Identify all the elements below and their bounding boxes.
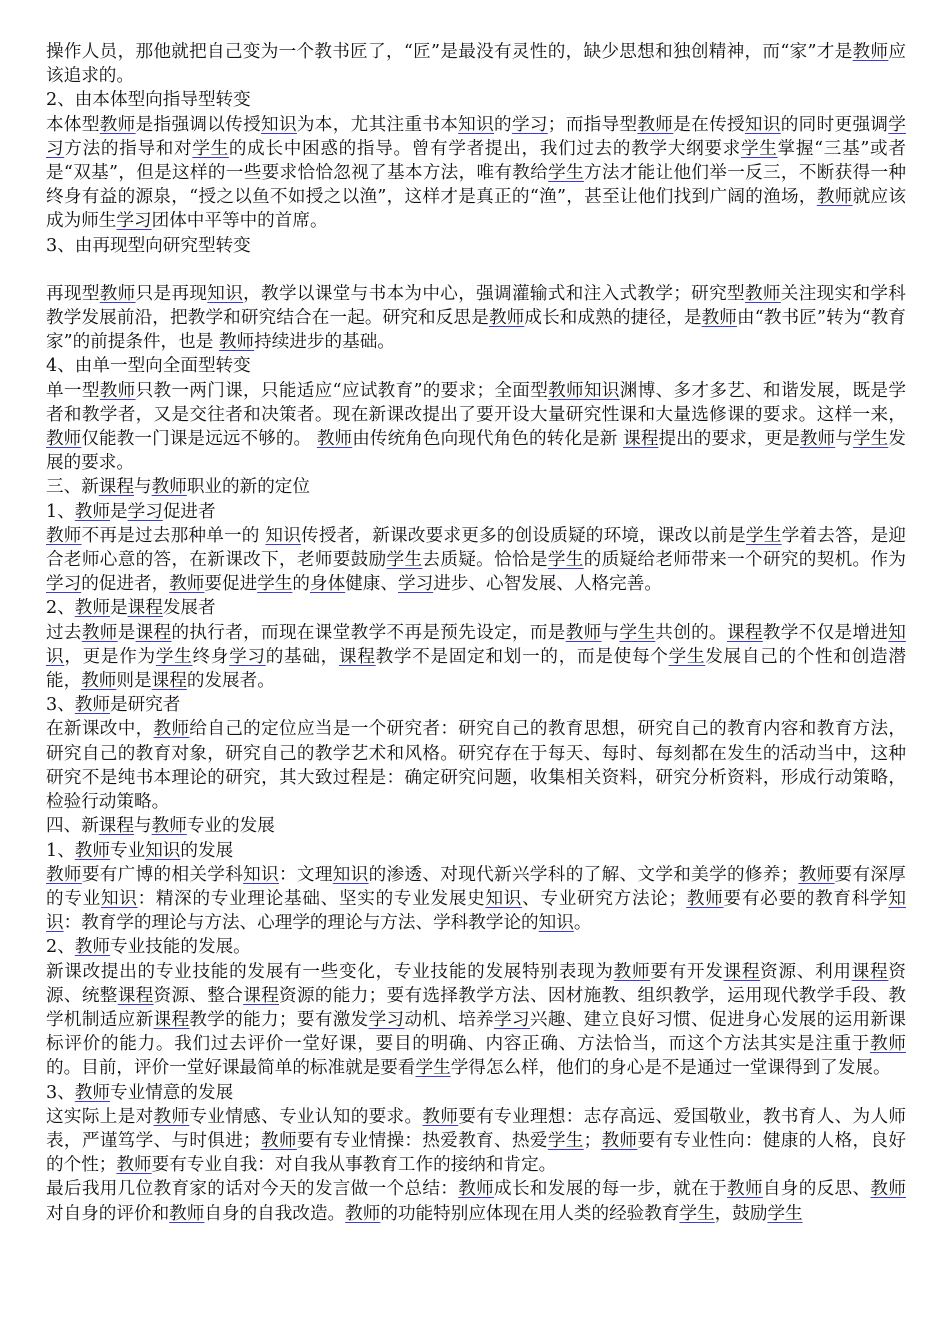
text-run: 单一型 bbox=[46, 380, 100, 401]
text-run: 的发展者。 bbox=[186, 671, 275, 692]
text-run: 给自己的定位应当是一个研究者：研究自己的教育思想，研究自己的教育内容和教育方法，研究自己的教育对象，研究自己的教学艺术和风格。研究存在于每天、每时、每刻都在发生的活动当中，这种研究不是纯书本理论的研究，其大致过程是：确定研究问题，收集相关资料，研究分析资料，形成行动策略，检验行动策略。 bbox=[46, 719, 906, 813]
keyword-link[interactable]: 教师 bbox=[116, 1155, 152, 1176]
keyword-link[interactable]: 教师 bbox=[548, 380, 584, 401]
keyword-link[interactable]: 教师 bbox=[613, 961, 651, 982]
text-run: 发展自己的个性和创造潜能， bbox=[46, 646, 906, 692]
paragraph bbox=[46, 88, 906, 112]
keyword-link[interactable]: 教师 bbox=[169, 574, 205, 595]
paragraph bbox=[46, 621, 906, 694]
text-run: 与 bbox=[835, 429, 853, 450]
text-run: 发展者 bbox=[162, 598, 216, 619]
text-run: 进步、心智发展、人格完善。 bbox=[433, 574, 662, 595]
text-run: 提出的要求，更是 bbox=[658, 429, 800, 450]
text-run: ，鼓励 bbox=[714, 1203, 768, 1224]
keyword-link[interactable]: 教师 bbox=[153, 1106, 190, 1127]
keyword-link[interactable]: 课程 bbox=[153, 1009, 190, 1030]
keyword-link[interactable]: 教师 bbox=[46, 525, 82, 546]
keyword-link[interactable]: 教师 bbox=[701, 308, 737, 329]
text-run: 传授者，新课改要求更多的创设质疑的环境，课改以前是 bbox=[301, 525, 746, 546]
text-run: 团体中平等中的首席。 bbox=[151, 211, 328, 232]
text-run: 是研究者 bbox=[110, 695, 181, 716]
keyword-link[interactable]: 学生 bbox=[745, 525, 782, 546]
paragraph bbox=[46, 935, 906, 959]
text-run: 共创的。 bbox=[655, 622, 727, 643]
keyword-link[interactable]: 学习 bbox=[398, 574, 434, 595]
paragraph bbox=[46, 500, 906, 524]
text-run: 与 bbox=[134, 816, 152, 837]
text-run: 学得怎么样，他们的身心是不是通过一堂课得到了发展。 bbox=[450, 1058, 891, 1079]
text-run: 这实际上是对 bbox=[46, 1106, 154, 1127]
paragraph bbox=[46, 113, 906, 234]
keyword-link[interactable]: 教师 bbox=[816, 187, 853, 208]
text-run: 职业的新的定位 bbox=[186, 477, 310, 498]
keyword-link[interactable]: 学生 bbox=[415, 1058, 451, 1079]
keyword-link[interactable]: 教师 bbox=[870, 1034, 906, 1055]
text-run: 要有专业自我：对自我从事教育工作的接纳和肯定。 bbox=[151, 1155, 557, 1176]
text-run: ：文理 bbox=[278, 864, 333, 885]
keyword-link[interactable]: 教师 bbox=[852, 42, 889, 62]
text-run: 的发展 bbox=[180, 840, 234, 861]
text-run: 、专业研究方法论； bbox=[522, 888, 687, 909]
keyword-link[interactable]: 知识 bbox=[458, 114, 495, 135]
text-run: 要有广博的相关学科 bbox=[81, 864, 244, 885]
text-run: 1、 bbox=[46, 501, 75, 522]
paragraph bbox=[46, 717, 906, 814]
keyword-link[interactable]: 知识 bbox=[485, 888, 523, 909]
text-run: 的成长中困惑的指导。曾有学者提出，我们过去的教学大纲要求 bbox=[228, 138, 741, 159]
text-run: 专业 bbox=[110, 840, 146, 861]
keyword-link[interactable]: 教师 bbox=[46, 864, 82, 885]
keyword-link[interactable]: 教师 bbox=[74, 501, 110, 522]
text-run: 方法的指导和对 bbox=[64, 138, 193, 159]
keyword-link[interactable]: 教师 bbox=[260, 1130, 297, 1151]
text-run: 2、 bbox=[46, 937, 75, 958]
keyword-link[interactable]: 教师 bbox=[488, 308, 525, 329]
keyword-link[interactable]: 知识 bbox=[207, 283, 244, 304]
paragraph bbox=[46, 863, 906, 936]
keyword-link[interactable]: 课程 bbox=[243, 985, 280, 1006]
keyword-link[interactable]: 学生 bbox=[155, 646, 193, 667]
text-run: ，教学以课堂与书本为中心，强调灌输式和注入式教学；研究型 bbox=[243, 283, 745, 304]
text-run: ； bbox=[583, 1130, 602, 1151]
text-run: 成长和成熟的捷径，是 bbox=[524, 308, 702, 329]
text-run: 过去 bbox=[46, 622, 82, 643]
keyword-link[interactable]: 教师 bbox=[153, 719, 190, 740]
text-run: ：教育学的理论与方法、心理学的理论与方法、学科教学论的 bbox=[63, 913, 539, 934]
keyword-link[interactable]: 学生 bbox=[257, 574, 293, 595]
keyword-link[interactable]: 教师 bbox=[81, 622, 118, 643]
paragraph bbox=[46, 379, 906, 476]
text-run: 掌握“三基”或者是“双基”，但是这样的一些要求恰恰忽视了基本方法，唯有教给 bbox=[46, 138, 906, 184]
text-run: 的促进者， bbox=[81, 574, 170, 595]
keyword-link[interactable]: 知识 bbox=[261, 114, 297, 135]
paragraph bbox=[46, 40, 906, 88]
text-run: 资源的能力；要有选择教学方法、因材施教、组织教学，运用现代教学手段、教学机制适应新 bbox=[46, 985, 906, 1030]
text-run: 持续进步的基础。 bbox=[254, 332, 395, 353]
text-run: 是 bbox=[117, 622, 136, 643]
keyword-link[interactable]: 教师 bbox=[727, 1179, 763, 1200]
keyword-link[interactable]: 教师 bbox=[99, 380, 136, 401]
text-run: 3、 bbox=[46, 1082, 75, 1103]
text-run: 要有专业性向：健康的人格，良好的个性； bbox=[46, 1130, 906, 1176]
keyword-link[interactable]: 学生 bbox=[547, 1130, 584, 1151]
text-run: 对自身的评价和 bbox=[46, 1203, 170, 1224]
text-run: 动机、培养 bbox=[404, 1009, 495, 1030]
keyword-link[interactable]: 教师 bbox=[151, 816, 187, 837]
text-run: 由传统角色向现代角色的转化是新 bbox=[352, 429, 624, 450]
text-run: 再现型 bbox=[46, 283, 100, 304]
keyword-link[interactable]: 课程 bbox=[723, 961, 761, 982]
keyword-link[interactable]: 学习 bbox=[46, 114, 906, 159]
keyword-link[interactable]: 课程 bbox=[135, 622, 172, 643]
text-run: 的同时更强调 bbox=[780, 114, 889, 135]
text-run: 就应该成为师生 bbox=[46, 187, 906, 232]
keyword-link[interactable]: 课程 bbox=[339, 646, 376, 667]
keyword-link[interactable]: 学生 bbox=[619, 622, 656, 643]
keyword-link[interactable]: 教师 bbox=[345, 1203, 381, 1224]
text-run: 仅能教一门课是远远不够的。 bbox=[81, 429, 317, 450]
text-run: ；而指导型 bbox=[547, 114, 638, 135]
paragraph bbox=[46, 475, 906, 499]
keyword-link[interactable]: 教师 bbox=[565, 622, 602, 643]
text-run: 要有专业理想：志存高远、爱国敬业，教书育人、为人师表，严谨笃学、与时俱进； bbox=[46, 1106, 906, 1151]
text-run: 教学的能力；要有激发 bbox=[189, 1009, 369, 1030]
text-run: 要有必要的教育科学 bbox=[723, 888, 889, 909]
keyword-link[interactable]: 学生 bbox=[767, 1203, 803, 1224]
keyword-link[interactable]: 学习 bbox=[127, 501, 163, 522]
text-run: 四、新 bbox=[46, 816, 99, 837]
paragraph bbox=[46, 524, 906, 597]
text-run: 资源、统整 bbox=[46, 961, 906, 1006]
keyword-link[interactable]: 身体 bbox=[310, 574, 346, 595]
text-run: 的功能特别应体现在用人类的经验教育 bbox=[380, 1203, 680, 1224]
paragraph bbox=[46, 234, 906, 258]
text-run: 专业情意的发展 bbox=[110, 1082, 234, 1103]
text-run: 本体型 bbox=[46, 114, 100, 135]
keyword-link[interactable]: 教师 bbox=[74, 840, 110, 861]
keyword-link[interactable]: 知识 bbox=[46, 888, 906, 934]
keyword-link[interactable]: 学生 bbox=[852, 429, 889, 450]
keyword-link[interactable]: 教师 bbox=[601, 1130, 638, 1151]
text-run: 自身的反思、 bbox=[762, 1179, 871, 1200]
keyword-link[interactable]: 知识 bbox=[583, 380, 620, 401]
text-run: 。 bbox=[573, 913, 592, 934]
keyword-link[interactable]: 学习 bbox=[494, 1009, 530, 1030]
paragraph bbox=[46, 839, 906, 863]
text-run: 的执行者，而现在课堂教学不再是预先设定，而是 bbox=[171, 622, 566, 643]
keyword-link[interactable]: 课程 bbox=[98, 477, 134, 498]
text-run: 成长和发展的每一步，就在于 bbox=[494, 1179, 728, 1200]
text-run: 的 bbox=[494, 114, 512, 135]
keyword-link[interactable]: 学生 bbox=[192, 138, 229, 159]
keyword-link[interactable]: 学生 bbox=[548, 163, 584, 184]
text-run: 不再是过去那种单一的 bbox=[81, 525, 266, 546]
text-run: 与 bbox=[134, 477, 152, 498]
text-run: 资源、整合 bbox=[153, 985, 244, 1006]
keyword-link[interactable]: 教师 bbox=[151, 477, 187, 498]
text-run: 由“教书匠”转为“教育家”的前提条件，也是 bbox=[46, 308, 906, 353]
paragraph bbox=[46, 596, 906, 620]
paragraph bbox=[46, 1177, 906, 1225]
keyword-link[interactable]: 教师 bbox=[74, 598, 110, 619]
text-run: 渊博、多才多艺、和谐发展，既是学者和教学者，又是交往者和决策者。现在新课改提出了要开设大量研究性课和大量选修课的要求。这样一来， bbox=[46, 380, 906, 425]
keyword-link[interactable]: 知识 bbox=[332, 864, 369, 885]
text-run: 3、 bbox=[46, 695, 75, 716]
keyword-link[interactable]: 教师 bbox=[99, 283, 136, 304]
text-run: 则是 bbox=[116, 671, 152, 692]
text-run: 的质疑给老师带来一个研究的契机。作为 bbox=[583, 550, 906, 571]
keyword-link[interactable]: 教师 bbox=[81, 671, 117, 692]
text-run: 教学不仅是增进 bbox=[762, 622, 889, 643]
text-run: 的基础， bbox=[265, 646, 339, 667]
text-run: 只是再现 bbox=[135, 283, 208, 304]
text-run: 关注现实和学科教学发展前沿，把教学和研究结合在一起。研究和反思是 bbox=[46, 283, 906, 329]
paragraph bbox=[46, 814, 906, 838]
keyword-link[interactable]: 教师 bbox=[799, 429, 836, 450]
text-run: 要有专业情操：热爱教育、热爱 bbox=[296, 1130, 548, 1151]
text-run: 与 bbox=[601, 622, 620, 643]
keyword-link[interactable]: 课程 bbox=[151, 671, 187, 692]
text-run: 3、由再现型向研究型转变 bbox=[46, 235, 251, 256]
text-run: 最后我用几位教育家的话对今天的发言做一个总结： bbox=[46, 1179, 459, 1200]
keyword-link[interactable]: 课程 bbox=[98, 816, 134, 837]
keyword-link[interactable]: 教师 bbox=[218, 332, 255, 353]
text-run: 2、由本体型向指导型转变 bbox=[46, 90, 251, 111]
keyword-link[interactable]: 教师 bbox=[74, 1082, 110, 1103]
keyword-link[interactable]: 课程 bbox=[623, 429, 659, 450]
text-run: 发展的要求。 bbox=[46, 429, 906, 474]
keyword-link[interactable]: 学习 bbox=[46, 574, 82, 595]
keyword-link[interactable]: 学生 bbox=[547, 550, 584, 571]
text-run: 的。目前，评价一堂好课最简单的标准就是要看 bbox=[46, 1058, 416, 1079]
text-run: 学着去答，是迎合老师心意的答，在新课改下，老师要鼓励 bbox=[46, 525, 906, 571]
keyword-link[interactable]: 课程 bbox=[851, 961, 889, 982]
text-run: 专业情感、专业认知的要求。 bbox=[189, 1106, 423, 1127]
paragraph bbox=[46, 693, 906, 717]
keyword-link[interactable]: 教师 bbox=[74, 695, 110, 716]
keyword-link[interactable]: 学习 bbox=[229, 646, 266, 667]
keyword-link[interactable]: 课程 bbox=[726, 622, 763, 643]
keyword-link[interactable]: 教师 bbox=[870, 1179, 906, 1200]
keyword-link[interactable]: 学生 bbox=[668, 646, 706, 667]
keyword-link[interactable]: 学习 bbox=[116, 211, 152, 232]
text-run: 应该追求的。 bbox=[46, 42, 906, 87]
paragraph bbox=[46, 354, 906, 378]
paragraph bbox=[46, 282, 906, 355]
text-run: 三、新 bbox=[46, 477, 99, 498]
text-run: 要促进 bbox=[204, 574, 258, 595]
text-run: 去质疑。恰恰是 bbox=[422, 550, 548, 571]
text-run: 操作人员，那他就把自己变为一个教书匠了，“匠”是最没有灵性的，缺少思想和独创精神，而“家”才是 bbox=[46, 42, 853, 62]
keyword-link[interactable]: 学生 bbox=[386, 550, 423, 571]
text-run: 兴趣、建立良好习惯、促进身心发展的运用新课标评价的能力。我们过去评价一堂好课，要目的明确、内容正确、方法恰当，而这个方法其实是注重于 bbox=[46, 1009, 906, 1055]
keyword-link[interactable]: 学生 bbox=[679, 1203, 715, 1224]
text-run: 要有深厚的专业 bbox=[46, 864, 906, 909]
paragraph bbox=[46, 1081, 906, 1105]
text-run: ：精深的专业理论基础、坚实的专业发展史 bbox=[137, 888, 486, 909]
text-run: 是 bbox=[110, 598, 128, 619]
text-run: 新课改提出的专业技能的发展有一些变化，专业技能的发展特别表现为 bbox=[46, 961, 614, 982]
keyword-link[interactable]: 知识 bbox=[243, 864, 279, 885]
keyword-link[interactable]: 教师 bbox=[798, 864, 835, 885]
keyword-link[interactable]: 知识 bbox=[46, 622, 906, 667]
keyword-link[interactable]: 教师 bbox=[458, 1179, 495, 1200]
keyword-link[interactable]: 学习 bbox=[368, 1009, 405, 1030]
keyword-link[interactable]: 知识 bbox=[538, 913, 574, 934]
keyword-link[interactable]: 教师 bbox=[686, 888, 724, 909]
text-run: 的渗透、对现代新兴学科的了解、文学和美学的修养； bbox=[368, 864, 799, 885]
paragraph bbox=[46, 960, 906, 1081]
text-run: 健康、 bbox=[345, 574, 398, 595]
text-run: ，更是作为 bbox=[64, 646, 156, 667]
keyword-link[interactable]: 教师 bbox=[422, 1106, 459, 1127]
text-run: 方法才能让他们举一反三，不断获得一种终身有益的源泉，“授之以鱼不如授之以渔”，这样才是真正的“渔”，甚至让他们找到广阔的渔场， bbox=[46, 163, 906, 208]
text-run: 为本，尤其注重书本 bbox=[296, 114, 459, 135]
keyword-link[interactable]: 教师 bbox=[46, 429, 82, 450]
text-run: 是在传授 bbox=[673, 114, 745, 135]
text-run: 只教一两门课，只能适应“应试教育”的要求；全面型 bbox=[135, 380, 549, 401]
keyword-link[interactable]: 学生 bbox=[740, 138, 778, 159]
keyword-link[interactable]: 教师 bbox=[637, 114, 674, 135]
keyword-link[interactable]: 课程 bbox=[127, 598, 163, 619]
keyword-link[interactable]: 课程 bbox=[117, 985, 154, 1006]
text-run: 4、由单一型向全面型转变 bbox=[46, 356, 251, 377]
keyword-link[interactable]: 知识 bbox=[744, 114, 781, 135]
text-run: 资源、利用 bbox=[760, 961, 852, 982]
text-run: 要有开发 bbox=[650, 961, 724, 982]
text-run: 促进者 bbox=[162, 501, 216, 522]
keyword-link[interactable]: 知识 bbox=[265, 525, 302, 546]
keyword-link[interactable]: 知识 bbox=[145, 840, 181, 861]
text-run: 教学不是固定和划一的，而是使每个 bbox=[375, 646, 669, 667]
text-run: 的 bbox=[292, 574, 310, 595]
paragraph bbox=[46, 1105, 906, 1178]
keyword-link[interactable]: 教师 bbox=[744, 283, 781, 304]
keyword-link[interactable]: 教师 bbox=[169, 1203, 205, 1224]
keyword-link[interactable]: 教师 bbox=[316, 429, 353, 450]
text-run: 在新课改中， bbox=[46, 719, 154, 740]
document-body bbox=[46, 40, 906, 1226]
text-run: 专业的发展 bbox=[186, 816, 275, 837]
text-run: 自身的自我改造。 bbox=[204, 1203, 346, 1224]
keyword-link[interactable]: 教师 bbox=[74, 937, 110, 958]
keyword-link[interactable]: 教师 bbox=[99, 114, 136, 135]
keyword-link[interactable]: 学习 bbox=[511, 114, 548, 135]
text-run: 是 bbox=[110, 501, 128, 522]
text-run: 是指强调以传授 bbox=[135, 114, 262, 135]
text-run: 1、 bbox=[46, 840, 75, 861]
text-run: 2、 bbox=[46, 598, 75, 619]
keyword-link[interactable]: 知识 bbox=[100, 888, 138, 909]
text-run: 终身 bbox=[192, 646, 230, 667]
text-run: 专业技能的发展。 bbox=[110, 937, 251, 958]
